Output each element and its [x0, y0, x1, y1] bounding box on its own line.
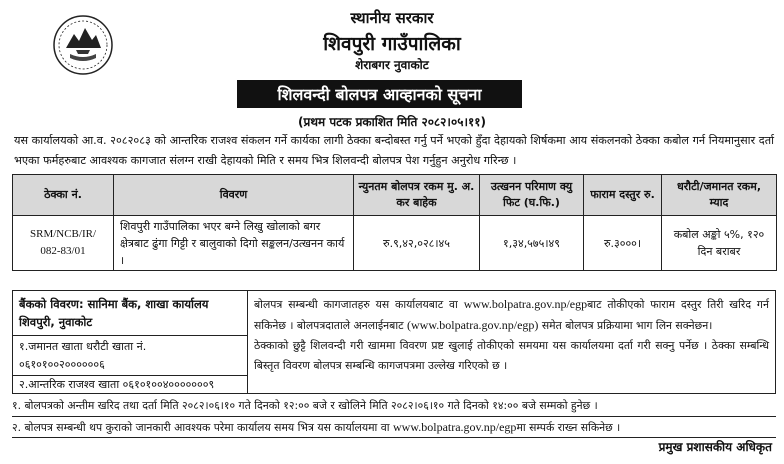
- publish-date: (प्रथम पटक प्रकाशित मिति २०८२।०५।११): [298, 115, 486, 129]
- header-deposit: धरौटी/जमानत रकम, म्याद: [662, 175, 777, 216]
- government-label: स्थानीय सरकार: [350, 9, 434, 27]
- cell-contract-no: SRM/NCB/IR/ 082-83/01: [13, 216, 114, 271]
- table-row: [13, 216, 777, 271]
- note-deadline: १. बोलपत्रको अन्तीम खरिद तथा दर्ता मिति २०८२।०६।१० गते दिनको १२:०० बजे र खोलिने मिति २०८२।०६।१० गते दिनको १४:०० बजे सम्मको हुनेछ ।: [12, 396, 776, 417]
- divider: [13, 375, 247, 376]
- deposit-account-label: १.जमानत खाता धरौटी खाता नं.: [19, 340, 147, 353]
- bolpatra-link-paren[interactable]: (www.bolpatra.gov.np/egp): [407, 318, 539, 332]
- header-quantity: उत्खनन परिमाण क्यु फिट (घ.फि.): [480, 175, 584, 216]
- municipality-name: शिवपुरी गाउँपालिका: [323, 33, 461, 55]
- bank-title: बैंकको विवरण: सानिमा बैंक, शाखा कार्यालय शिवपुरी, नुवाकोट: [19, 297, 209, 329]
- header-form-fee: फाराम दस्तुर रु.: [584, 175, 662, 216]
- notes: [12, 396, 776, 438]
- terms-text-3: समेत बोलपत्र प्रक्रियामा भाग लिन सक्नेछन।: [541, 319, 713, 332]
- terms-text-2: बाट तोकीएको फाराम दस्तुर तिरी खरिद गर्न सकिनेछ । बोलपत्रदाताले अनलाईनबाट: [254, 298, 769, 332]
- terms-text-4: ठेक्काको छुट्टै शिलवन्दी गरी खाममा विवरण प्रष्ट खुलाई तोकीएको समयमा यस कार्यालयमा दर्ता गरी सक्नु पर्नेछ । ठेक्का सम्बन्धि बिस्तृत विवरण बोलपत्र सम्बन्धि कागजपत्रमा उल्लेख गरिएको छ ।: [254, 339, 769, 372]
- note-contact: [12, 417, 776, 438]
- bank-details: [12, 290, 248, 394]
- note-contact-text: २. बोलपत्र सम्बन्धी थप कुराको जानकारी आवश्यक परेमा कार्यालय समय भित्र यस कार्यालयमा वा: [12, 421, 390, 434]
- cell-min-amount: रु.९,४२,०२८।४५: [354, 216, 480, 271]
- notice-title: शिलवन्दी बोलपत्र आव्हानको सूचना: [237, 80, 522, 108]
- cell-deposit: कबोल अङ्को ५%, १२० दिन बराबर: [662, 216, 777, 271]
- cell-description: शिवपुरी गाउँपालिका भएर बग्ने लिखु खोलाको बगर क्षेत्रबाट ढुंगा गिट्टी र बालुवाको दिगो सङ्कलन/उत्खनन कार्य ।: [114, 216, 354, 271]
- header-contract-no: ठेक्का नं.: [13, 175, 114, 216]
- divider: [13, 335, 247, 336]
- header-description: विवरण: [114, 175, 354, 216]
- bolpatra-link[interactable]: www.bolpatra.gov.np/egp: [463, 297, 588, 311]
- intro-paragraph: यस कार्यालयको आ.व. २०८२०८३ को आन्तरिक राजश्व संकलन गर्ने कार्यका लागी ठेक्का बन्दोबस्त गर्नु पर्ने भएको हुँदा देहायको शिर्षकमा आय संकलनको ठेक्का कबोल गर्न नियमानुसार दर्ता भएका फर्महरुबाट आवश्यक कागजात संलग्न राखी देहायको मिति र समय भित्र शिलवन्दी बोलपत्र पेश गर्नुहुन अनुरोध गरिन्छ ।: [14, 134, 774, 167]
- terms-paragraph: [248, 290, 776, 394]
- bolpatra-link-note[interactable]: www.bolpatra.gov.np/egp: [393, 420, 517, 434]
- signature-title: प्रमुख प्रशासकीय अधिकृत: [658, 440, 772, 454]
- cell-form-fee: रु.३०००।: [584, 216, 662, 271]
- cell-quantity: १,३४,५७५।४९: [480, 216, 584, 271]
- revenue-account: २.आन्तरिक राजश्व खाता ०६१०१००४०००००००९: [19, 378, 215, 391]
- note-contact-text-end: मा सम्पर्क राख्न सकिनेछ ।: [516, 421, 621, 434]
- tender-table: [12, 174, 777, 271]
- deposit-account-number: ०६१०१००२००००००६: [19, 358, 105, 371]
- terms-text-1: बोलपत्र सम्बन्धी कागजातहरु यस कार्यालयबाट वा: [254, 298, 458, 311]
- municipality-address: शेराबगर नुवाकोट: [355, 58, 429, 72]
- table-header-row: [13, 175, 777, 216]
- header-min-amount: न्युनतम बोलपत्र रकम मु. अ. कर बाहेक: [354, 175, 480, 216]
